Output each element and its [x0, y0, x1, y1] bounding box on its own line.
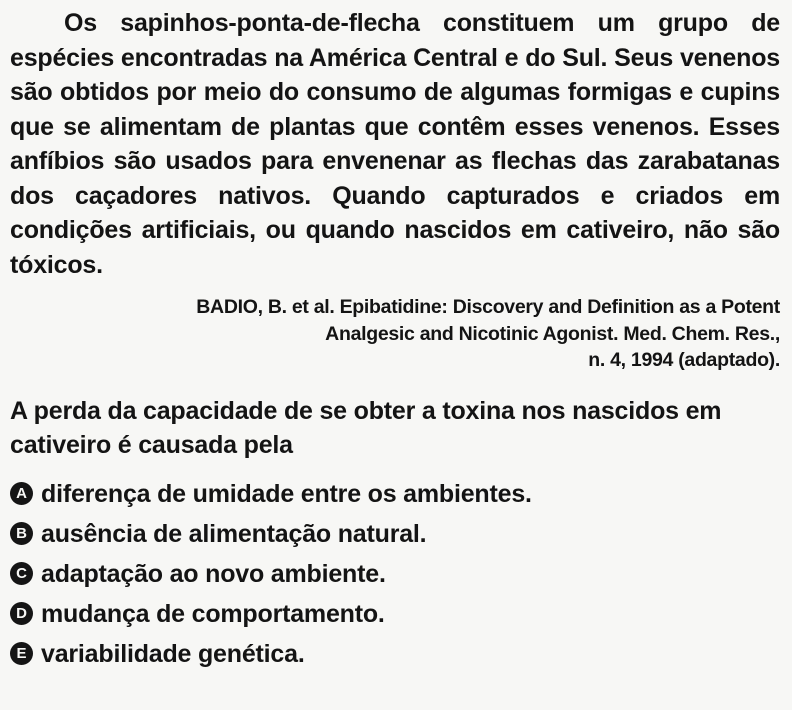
option-c[interactable]: [10, 554, 780, 594]
paragraph-line: espécies encontradas na América Central e do Sul. Seus venenos: [10, 43, 780, 72]
option-text: variabilidade genética.: [41, 639, 305, 668]
option-letter-badge: A: [10, 482, 33, 505]
answer-options: [10, 474, 780, 674]
option-letter-badge: E: [10, 642, 33, 665]
option-text: mudança de comportamento.: [41, 599, 385, 628]
paragraph-line: são tóxicos.: [10, 216, 780, 279]
option-a[interactable]: [10, 474, 780, 514]
paragraph-line: são obtidos por meio do consumo de algumas formigas e cupins: [10, 78, 780, 106]
paragraph-line: Os sapinhos-ponta-de-flecha constituem um grupo de: [64, 9, 780, 37]
question-line: cativeiro é causada pela: [10, 430, 293, 459]
option-b[interactable]: [10, 514, 780, 554]
option-letter-badge: B: [10, 522, 33, 545]
text-paragraph: [10, 6, 780, 282]
option-d[interactable]: [10, 594, 780, 634]
option-text: adaptação ao novo ambiente.: [41, 559, 386, 588]
citation-line: n. 4, 1994 (adaptado).: [588, 349, 780, 371]
paragraph-line: que se alimentam de plantas que contêm esses venenos. Esses: [10, 112, 780, 141]
paragraph-line: anfíbios são usados para envenenar as flechas das zarabatanas: [10, 147, 780, 175]
citation-line: Analgesic and Nicotinic Agonist. Med. Chem. Res.,: [325, 322, 780, 345]
option-letter-badge: C: [10, 562, 33, 585]
option-e[interactable]: [10, 634, 780, 674]
citation-line: BADIO, B. et al. Epibatidine: Discovery and Definition as a Potent: [196, 296, 780, 318]
option-text: diferença de umidade entre os ambientes.: [41, 479, 532, 508]
option-letter-badge: D: [10, 602, 33, 625]
source-citation: [10, 294, 780, 374]
option-text: ausência de alimentação natural.: [41, 519, 427, 548]
question-stem: [10, 394, 780, 462]
paragraph-line: dos caçadores nativos. Quando capturados e criados em: [10, 181, 780, 210]
question-line: A perda da capacidade de se obter a toxina nos nascidos em: [10, 396, 722, 425]
paragraph-line: condições artificiais, ou quando nascidos em cativeiro, não: [10, 216, 738, 244]
